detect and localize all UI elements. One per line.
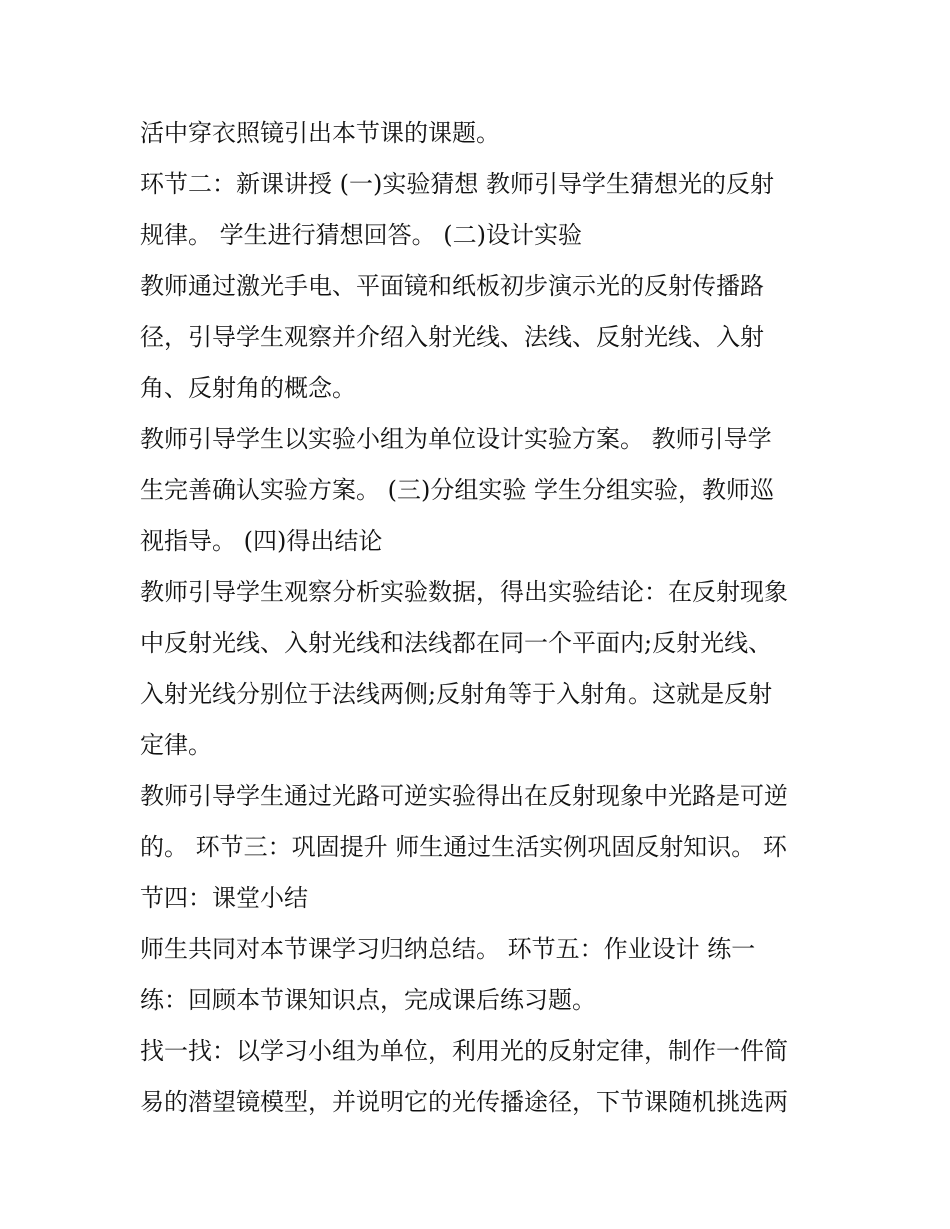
text-line-2: 环节二：新课讲授 (一)实验猜想 教师引导学生猜想光的反射 [140,170,774,198]
text-line-7: 教师引导学生以实验小组为单位设计实验方案。 教师引导学 [140,425,772,453]
text-line-11: 中反射光线、入射光线和法线都在同一个平面内;反射光线、 [140,629,773,657]
text-line-9: 视指导。 (四)得出结论 [140,527,383,555]
text-line-5: 径，引导学生观察并介绍入射光线、法线、反射光线、入射 [140,323,764,351]
text-line-19: 找一找：以学习小组为单位，利用光的反射定律，制作一件简 [140,1037,788,1065]
text-line-8: 生完善确认实验方案。 (三)分组实验 学生分组实验，教师巡 [140,476,774,504]
text-line-6: 角、反射角的概念。 [140,374,356,402]
text-line-13: 定律。 [140,731,212,759]
text-line-3: 规律。 学生进行猜想回答。 (二)设计实验 [140,221,582,249]
text-line-12: 入射光线分别位于法线两侧;反射角等于入射角。这就是反射 [140,680,773,708]
text-line-15: 的。 环节三：巩固提升 师生通过生活实例巩固反射知识。 环 [140,833,787,861]
text-line-1: 活中穿衣照镜引出本节课的课题。 [140,119,500,147]
text-line-10: 教师引导学生观察分析实验数据，得出实验结论：在反射现象 [140,578,788,606]
text-line-18: 练：回顾本节课知识点，完成课后练习题。 [140,986,596,1014]
text-line-16: 节四：课堂小结 [140,884,308,912]
text-line-17: 师生共同对本节课学习归纳总结。 环节五：作业设计 练一 [140,935,756,963]
text-line-14: 教师引导学生通过光路可逆实验得出在反射现象中光路是可逆 [140,782,788,810]
document-body [140,108,830,1128]
text-line-20: 易的潜望镜模型，并说明它的光传播途径，下节课随机挑选两 [140,1088,788,1116]
text-line-4: 教师通过激光手电、平面镜和纸板初步演示光的反射传播路 [140,272,764,300]
